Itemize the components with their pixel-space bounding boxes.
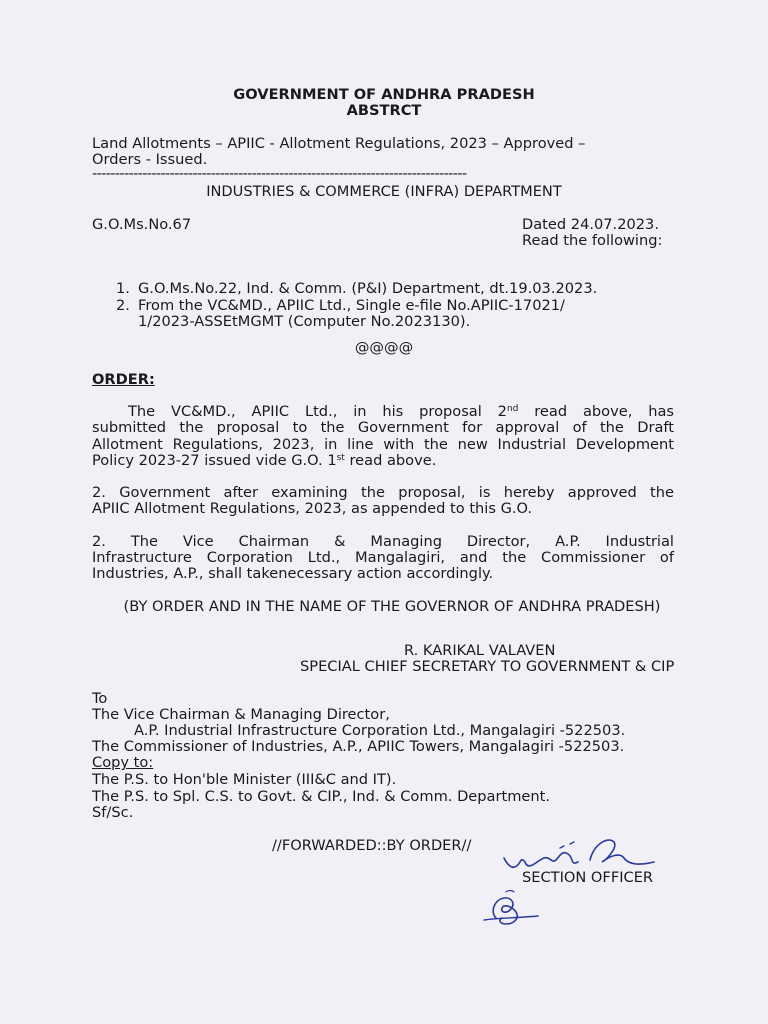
para1-line1: The VC&MD., APIIC Ltd., in his proposal 2nd read above, has [128, 403, 674, 420]
para1-line3: Allotment Regulations, 2023, in line with the new Industrial Development [92, 436, 674, 453]
para1-line2: submitted the proposal to the Government for approval of the Draft [92, 419, 674, 436]
copy-to-label: Copy to: [92, 754, 154, 771]
para3-line3: Industries, A.P., shall takenecessary action accordingly. [92, 565, 494, 582]
forwarded-line: //FORWARDED::BY ORDER// [272, 837, 472, 854]
para2-line2: APIIC Allotment Regulations, 2023, as appended to this G.O. [92, 500, 533, 517]
department-name: INDUSTRIES & COMMERCE (INFRA) DEPARTMENT [206, 183, 562, 200]
reference-number: 2. [116, 297, 130, 314]
go-number: G.O.Ms.No.67 [92, 216, 192, 233]
para2-line1: 2. Government after examining the proposal, is hereby approved the [92, 484, 674, 501]
governor-line: (BY ORDER AND IN THE NAME OF THE GOVERNOR OF ANDHRA PRADESH) [123, 598, 661, 615]
to-label: To [92, 690, 108, 707]
govt-heading: GOVERNMENT OF ANDHRA PRADESH [233, 86, 535, 103]
reference-text-cont: 1/2023-ASSEtMGMT (Computer No.2023130). [138, 313, 471, 330]
order-heading: ORDER: [92, 371, 155, 388]
para3-line2: Infrastructure Corporation Ltd., Mangalagiri, and the Commissioner of [92, 549, 674, 566]
subject-line-1: Land Allotments – APIIC - Allotment Regulations, 2023 – Approved – [92, 135, 586, 152]
separator-mark: @@@@ [354, 339, 414, 356]
read-following: Read the following: [522, 232, 663, 249]
copy-recipient-3: Sf/Sc. [92, 804, 134, 821]
section-officer: SECTION OFFICER [522, 869, 654, 886]
signatory-title: SPECIAL CHIEF SECRETARY TO GOVERNMENT & CIP [300, 658, 675, 675]
copy-recipient-1: The P.S. to Hon'ble Minister (III&C and IT). [92, 771, 397, 788]
subject-line-2: Orders - Issued. [92, 151, 208, 168]
addressee-2: The Commissioner of Industries, A.P., APIIC Towers, Mangalagiri -522503. [92, 738, 625, 755]
signatory-name: R. KARIKAL VALAVEN [404, 642, 556, 659]
divider-line: ---------------------------------------------------------------------------------- [92, 166, 467, 182]
para1-line4: Policy 2023-27 issued vide G.O. 1st read above. [92, 452, 437, 469]
dated: Dated 24.07.2023. [522, 216, 659, 233]
reference-number: 1. [116, 280, 130, 297]
addressee-1-org: A.P. Industrial Infrastructure Corporation Ltd., Mangalagiri -522503. [134, 722, 626, 739]
reference-text: From the VC&MD., APIIC Ltd., Single e-file No.APIIC-17021/ [138, 297, 565, 314]
initials-icon [476, 888, 546, 932]
abstract-heading: ABSTRCT [346, 102, 422, 119]
copy-recipient-2: The P.S. to Spl. C.S. to Govt. & CIP., Ind. & Comm. Department. [92, 788, 551, 805]
reference-text: G.O.Ms.No.22, Ind. & Comm. (P&I) Department, dt.19.03.2023. [138, 280, 598, 297]
para3-line1: 2. The Vice Chairman & Managing Director, A.P. Industrial [92, 533, 674, 550]
addressee-1: The Vice Chairman & Managing Director, [92, 706, 390, 723]
